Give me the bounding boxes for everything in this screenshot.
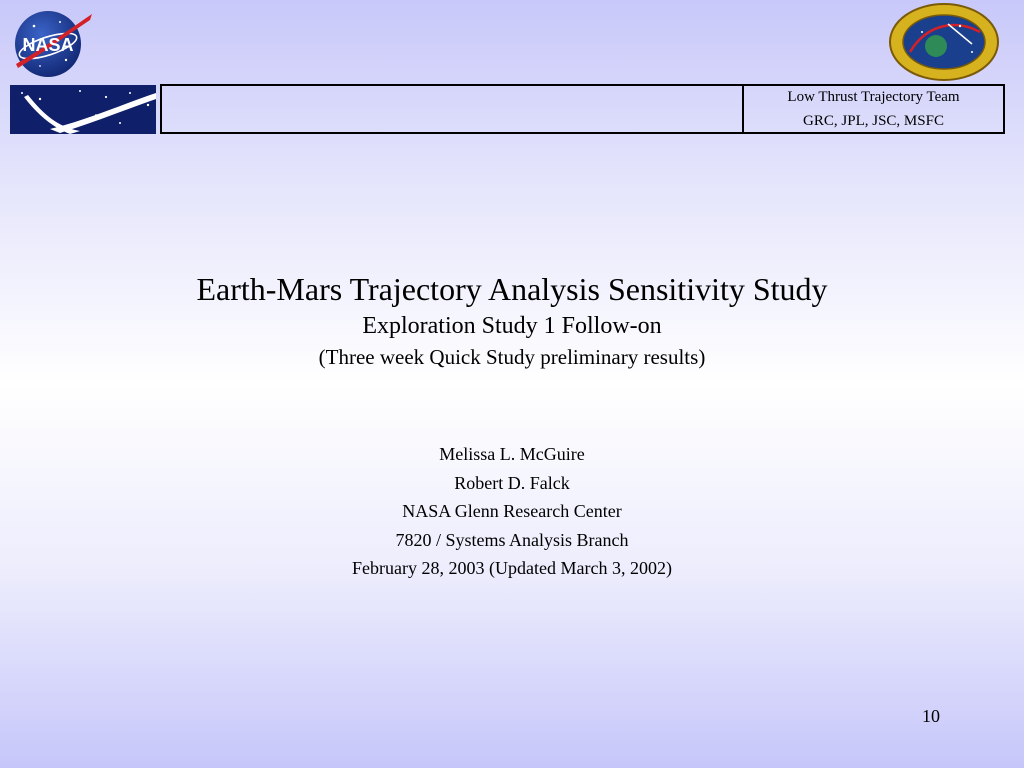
header-image — [10, 85, 156, 134]
slide-title: Earth-Mars Trajectory Analysis Sensitivity Study — [196, 271, 828, 307]
header-team-cell — [744, 86, 1003, 132]
author-line: Robert D. Falck — [454, 472, 570, 493]
header-empty-cell — [162, 86, 744, 132]
authors-block — [0, 440, 1024, 583]
division-logo — [888, 2, 1000, 82]
division-patch-icon — [888, 2, 1000, 82]
page-number: 10 — [922, 706, 940, 726]
shuttle-swoosh-icon — [10, 85, 156, 134]
nasa-meatball-icon — [10, 6, 94, 78]
header-centers: GRC, JPL, JSC, MSFC — [803, 113, 944, 129]
slide-subnote: (Three week Quick Study preliminary results) — [318, 345, 706, 369]
affiliation-line: NASA Glenn Research Center — [402, 501, 622, 521]
header-table — [160, 84, 1005, 134]
nasa-logo-text: NASA — [22, 35, 74, 55]
title-block — [0, 268, 1024, 372]
branch-line: 7820 / Systems Analysis Branch — [395, 529, 629, 550]
slide-subtitle: Exploration Study 1 Follow-on — [362, 313, 662, 339]
author-line: Melissa L. McGuire — [439, 444, 585, 464]
date-line: February 28, 2003 (Updated March 3, 2002) — [352, 558, 672, 578]
header-team-name: Low Thrust Trajectory Team — [787, 89, 960, 105]
nasa-logo — [10, 6, 94, 78]
